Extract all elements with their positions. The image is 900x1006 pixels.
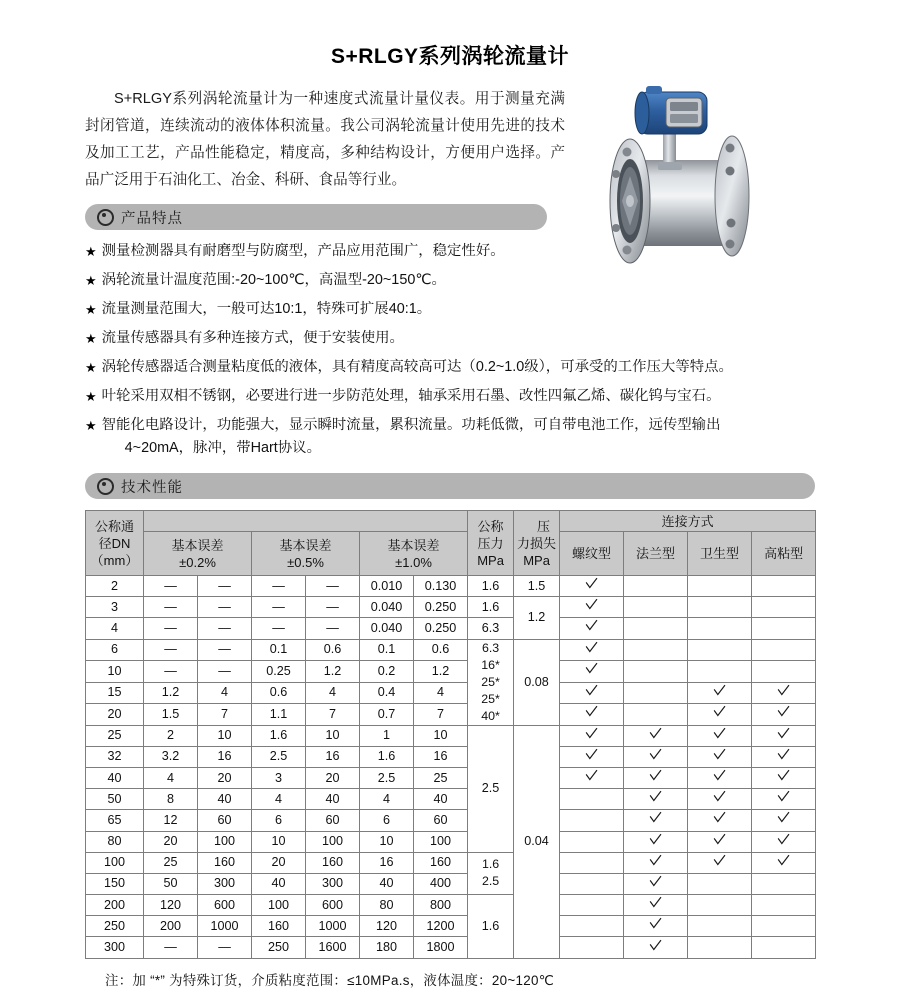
- cell-dn: 250: [86, 916, 144, 937]
- cell-conn-viscous: [752, 746, 816, 767]
- ring-icon: [97, 478, 114, 495]
- table-row: [86, 618, 816, 639]
- star-icon: ★: [85, 360, 97, 375]
- cell-error02-max: 300: [198, 873, 252, 894]
- table-row: [86, 789, 816, 810]
- cell-error05-min: —: [252, 597, 306, 618]
- feature-text-line1: 智能化电路设计，功能强大，显示瞬时流量，累积流量。功耗低微，可自带电池工作，远传型输出: [101, 417, 721, 433]
- cell-error10-max: 4: [414, 682, 468, 704]
- cell-conn-viscous: [752, 682, 816, 704]
- cell-conn-sanitary: [688, 916, 752, 937]
- cell-error05-min: 0.6: [252, 682, 306, 704]
- cell-error02-min: 1.2: [144, 682, 198, 704]
- feature-text: 涡轮流量计温度范围:-20~100℃，高温型-20~150℃。: [101, 272, 446, 288]
- cell-conn-thread: [560, 789, 624, 810]
- cell-conn-sanitary: [688, 704, 752, 726]
- cell-conn-viscous: [752, 597, 816, 618]
- feature-text: [102, 413, 815, 461]
- cell-error10-min: 0.010: [360, 576, 414, 597]
- intro-section: [85, 76, 815, 194]
- cell-error10-max: 0.250: [414, 618, 468, 639]
- cell-conn-thread: [560, 597, 624, 618]
- table-row: [86, 639, 816, 661]
- list-item: [85, 413, 815, 461]
- cell-error10-min: 0.7: [360, 704, 414, 726]
- cell-error02-max: 16: [198, 746, 252, 767]
- cell-error02-min: —: [144, 661, 198, 683]
- cell-error10-max: 10: [414, 725, 468, 746]
- cell-conn-thread: [560, 916, 624, 937]
- cell-nominal-pressure: 1.6: [468, 576, 514, 597]
- cell-error05-max: 60: [306, 810, 360, 831]
- cell-conn-viscous: [752, 704, 816, 726]
- cell-error05-min: 6: [252, 810, 306, 831]
- cell-dn: 40: [86, 767, 144, 788]
- cell-dn: 4: [86, 618, 144, 639]
- table-row: [86, 661, 816, 683]
- cell-error02-min: 4: [144, 767, 198, 788]
- table-row: [86, 852, 816, 873]
- col-header-dn: 公称通 径DN （mm）: [86, 511, 144, 576]
- table-row: [86, 704, 816, 726]
- table-row: [86, 873, 816, 894]
- feature-text: 流量测量范围大，一般可达10:1，特殊可扩展40:1。: [101, 301, 432, 317]
- cell-conn-viscous: [752, 639, 816, 661]
- cell-error10-min: 0.040: [360, 597, 414, 618]
- cell-error02-max: —: [198, 639, 252, 661]
- cell-error05-max: 1000: [306, 916, 360, 937]
- col-header-conn-sanitary: 卫生型: [688, 532, 752, 576]
- list-item: [85, 297, 815, 322]
- cell-error02-max: 600: [198, 895, 252, 916]
- cell-dn: 80: [86, 831, 144, 852]
- cell-error05-min: 3: [252, 767, 306, 788]
- cell-error10-max: 25: [414, 767, 468, 788]
- list-item: [85, 326, 815, 351]
- cell-conn-flange: [624, 831, 688, 852]
- cell-error10-min: 180: [360, 937, 414, 958]
- cell-conn-sanitary: [688, 895, 752, 916]
- cell-error10-min: 1.6: [360, 746, 414, 767]
- cell-conn-flange: [624, 937, 688, 958]
- cell-error05-max: —: [306, 597, 360, 618]
- feature-text: 叶轮采用双相不锈钢，必要进行进一步防范处理，轴承采用石墨、改性四氟乙烯、碳化钨与宝石。: [101, 388, 721, 404]
- cell-error05-min: 100: [252, 895, 306, 916]
- col-header-conn-thread: 螺纹型: [560, 532, 624, 576]
- cell-nominal-pressure: 6.3: [468, 618, 514, 639]
- cell-conn-viscous: [752, 831, 816, 852]
- cell-error10-max: 160: [414, 852, 468, 873]
- intro-paragraph: S+RLGY系列涡轮流量计为一种速度式流量计量仪表。用于测量充满封闭管道，连续流动的液体体积流量。我公司涡轮流量计使用先进的技术及加工工艺，产品性能稳定，精度高，多种结构设计，方便用户选择。产品广泛用于石油化工、冶金、科研、食品等行业。: [85, 91, 565, 188]
- cell-error02-max: 7: [198, 704, 252, 726]
- cell-conn-thread: [560, 704, 624, 726]
- cell-error05-min: 4: [252, 789, 306, 810]
- cell-error05-min: 10: [252, 831, 306, 852]
- cell-dn: 150: [86, 873, 144, 894]
- cell-error10-min: 2.5: [360, 767, 414, 788]
- cell-error10-max: 16: [414, 746, 468, 767]
- star-icon: ★: [85, 273, 97, 288]
- cell-dn: 20: [86, 704, 144, 726]
- cell-conn-sanitary: [688, 639, 752, 661]
- cell-error02-min: —: [144, 576, 198, 597]
- star-icon: ★: [85, 244, 97, 259]
- cell-conn-viscous: [752, 576, 816, 597]
- cell-error10-max: 7: [414, 704, 468, 726]
- cell-error02-min: 20: [144, 831, 198, 852]
- cell-dn: 2: [86, 576, 144, 597]
- cell-error02-max: —: [198, 597, 252, 618]
- cell-error02-min: 12: [144, 810, 198, 831]
- cell-dn: 10: [86, 661, 144, 683]
- cell-error10-min: 10: [360, 831, 414, 852]
- cell-dn: 3: [86, 597, 144, 618]
- cell-error10-max: 800: [414, 895, 468, 916]
- cell-error10-min: 6: [360, 810, 414, 831]
- cell-error10-max: 100: [414, 831, 468, 852]
- cell-conn-sanitary: [688, 618, 752, 639]
- cell-conn-thread: [560, 682, 624, 704]
- cell-error02-max: 1000: [198, 916, 252, 937]
- cell-conn-sanitary: [688, 937, 752, 958]
- cell-error10-max: 400: [414, 873, 468, 894]
- table-row: [86, 682, 816, 704]
- cell-conn-sanitary: [688, 597, 752, 618]
- cell-error05-min: 0.1: [252, 639, 306, 661]
- cell-error10-min: 1: [360, 725, 414, 746]
- table-row: [86, 576, 816, 597]
- table-footnote: 注：加 “*” 为特殊订货，介质粘度范围：≤10MPa.s，液体温度：20~120℃: [105, 972, 555, 988]
- cell-conn-sanitary: [688, 682, 752, 704]
- cell-conn-thread: [560, 873, 624, 894]
- cell-error02-min: 25: [144, 852, 198, 873]
- cell-conn-flange: [624, 810, 688, 831]
- cell-conn-viscous: [752, 810, 816, 831]
- cell-error05-max: 16: [306, 746, 360, 767]
- section-title-specs: 技术性能: [121, 479, 183, 496]
- table-row: [86, 831, 816, 852]
- cell-dn: 50: [86, 789, 144, 810]
- cell-conn-thread: [560, 746, 624, 767]
- table-header: [86, 511, 816, 576]
- cell-conn-thread: [560, 937, 624, 958]
- cell-conn-thread: [560, 725, 624, 746]
- cell-dn: 6: [86, 639, 144, 661]
- cell-error02-max: 10: [198, 725, 252, 746]
- cell-conn-viscous: [752, 937, 816, 958]
- section-header-specs: [85, 473, 815, 499]
- cell-error02-max: 20: [198, 767, 252, 788]
- star-icon: ★: [85, 418, 97, 433]
- col-header-error-group: [144, 511, 468, 532]
- cell-dn: 300: [86, 937, 144, 958]
- cell-error05-min: —: [252, 576, 306, 597]
- cell-error05-max: 10: [306, 725, 360, 746]
- list-item: [85, 384, 815, 409]
- cell-error05-max: 4: [306, 682, 360, 704]
- cell-conn-sanitary: [688, 661, 752, 683]
- cell-dn: 32: [86, 746, 144, 767]
- cell-error05-min: 160: [252, 916, 306, 937]
- cell-conn-sanitary: [688, 810, 752, 831]
- cell-error02-max: —: [198, 576, 252, 597]
- cell-error02-min: 1.5: [144, 704, 198, 726]
- cell-conn-thread: [560, 576, 624, 597]
- cell-conn-flange: [624, 746, 688, 767]
- table-row: [86, 746, 816, 767]
- ring-icon: [97, 209, 114, 226]
- cell-error05-max: 300: [306, 873, 360, 894]
- cell-nominal-pressure: 1.6: [468, 895, 514, 959]
- table-row: [86, 725, 816, 746]
- cell-conn-viscous: [752, 767, 816, 788]
- feature-text-line2: 4~20mA，脉冲，带Hart协议。: [124, 440, 321, 456]
- cell-error05-max: 100: [306, 831, 360, 852]
- cell-conn-flange: [624, 682, 688, 704]
- star-icon: ★: [85, 331, 97, 346]
- cell-error02-max: 60: [198, 810, 252, 831]
- cell-error10-min: 80: [360, 895, 414, 916]
- cell-error05-max: 600: [306, 895, 360, 916]
- table-body: [86, 576, 816, 959]
- cell-error02-min: 200: [144, 916, 198, 937]
- cell-conn-thread: [560, 661, 624, 683]
- cell-conn-sanitary: [688, 789, 752, 810]
- cell-error10-max: 40: [414, 789, 468, 810]
- cell-conn-flange: [624, 725, 688, 746]
- spec-table: [85, 510, 816, 959]
- cell-error02-min: —: [144, 937, 198, 958]
- cell-error05-max: 40: [306, 789, 360, 810]
- cell-error02-max: 100: [198, 831, 252, 852]
- cell-pressure-loss: 0.08: [514, 639, 560, 725]
- cell-error05-max: 7: [306, 704, 360, 726]
- table-row: [86, 916, 816, 937]
- cell-nominal-pressure: 6.3 16* 25* 25* 40*: [468, 639, 514, 725]
- cell-error02-min: —: [144, 639, 198, 661]
- col-header-error-10: 基本误差 ±1.0%: [360, 532, 468, 576]
- section-header-features: [85, 204, 547, 230]
- cell-dn: 100: [86, 852, 144, 873]
- cell-error02-max: —: [198, 618, 252, 639]
- cell-conn-flange: [624, 852, 688, 873]
- cell-error05-min: 20: [252, 852, 306, 873]
- cell-error02-min: 50: [144, 873, 198, 894]
- cell-error10-min: 0.2: [360, 661, 414, 683]
- cell-pressure-loss: 1.5: [514, 576, 560, 597]
- cell-error02-max: —: [198, 937, 252, 958]
- feature-text: 测量检测器具有耐磨型与防腐型，产品应用范围广，稳定性好。: [101, 243, 505, 259]
- cell-conn-sanitary: [688, 576, 752, 597]
- cell-conn-viscous: [752, 873, 816, 894]
- cell-conn-flange: [624, 916, 688, 937]
- cell-error05-max: —: [306, 576, 360, 597]
- star-icon: ★: [85, 389, 97, 404]
- cell-error05-min: 1.6: [252, 725, 306, 746]
- feature-text: 涡轮传感器适合测量粘度低的液体，具有精度高较高可达（0.2~1.0级），可承受的工作压大等特点。: [101, 359, 733, 375]
- cell-error05-max: 160: [306, 852, 360, 873]
- page-title: S+RLGY系列涡轮流量计: [330, 45, 570, 68]
- table-row: [86, 767, 816, 788]
- cell-error10-max: 0.6: [414, 639, 468, 661]
- star-icon: ★: [85, 302, 97, 317]
- cell-conn-flange: [624, 639, 688, 661]
- cell-error10-min: 0.1: [360, 639, 414, 661]
- cell-error10-min: 4: [360, 789, 414, 810]
- table-row: [86, 810, 816, 831]
- product-photo-turbine-flowmeter: [580, 76, 815, 291]
- cell-dn: 200: [86, 895, 144, 916]
- cell-dn: 15: [86, 682, 144, 704]
- cell-error10-max: 0.130: [414, 576, 468, 597]
- cell-dn: 65: [86, 810, 144, 831]
- cell-error02-min: —: [144, 597, 198, 618]
- feature-text: 流量传感器具有多种连接方式，便于安装使用。: [101, 330, 404, 346]
- cell-error05-max: 1600: [306, 937, 360, 958]
- cell-conn-sanitary: [688, 852, 752, 873]
- cell-conn-flange: [624, 618, 688, 639]
- cell-error05-min: 0.25: [252, 661, 306, 683]
- cell-conn-flange: [624, 576, 688, 597]
- cell-conn-thread: [560, 767, 624, 788]
- cell-conn-viscous: [752, 916, 816, 937]
- cell-pressure-loss: 0.04: [514, 725, 560, 958]
- cell-error10-max: 60: [414, 810, 468, 831]
- cell-conn-viscous: [752, 789, 816, 810]
- cell-conn-sanitary: [688, 873, 752, 894]
- cell-error05-min: 1.1: [252, 704, 306, 726]
- cell-conn-sanitary: [688, 746, 752, 767]
- cell-error05-max: 1.2: [306, 661, 360, 683]
- cell-conn-flange: [624, 895, 688, 916]
- col-header-conn-flange: 法兰型: [624, 532, 688, 576]
- cell-error02-min: 3.2: [144, 746, 198, 767]
- col-header-nominal-pressure: 公称 压力 MPa: [468, 511, 514, 576]
- table-row: [86, 937, 816, 958]
- cell-conn-thread: [560, 618, 624, 639]
- cell-nominal-pressure: 2.5: [468, 725, 514, 852]
- cell-conn-flange: [624, 661, 688, 683]
- cell-error10-min: 40: [360, 873, 414, 894]
- cell-error02-min: 8: [144, 789, 198, 810]
- cell-error02-max: 40: [198, 789, 252, 810]
- table-row: [86, 895, 816, 916]
- col-header-conn-viscous: 高粘型: [752, 532, 816, 576]
- cell-error10-max: 1200: [414, 916, 468, 937]
- cell-error05-min: 2.5: [252, 746, 306, 767]
- cell-error02-min: —: [144, 618, 198, 639]
- cell-conn-flange: [624, 704, 688, 726]
- cell-error05-max: —: [306, 618, 360, 639]
- list-item: [85, 355, 815, 380]
- section-title-features: 产品特点: [121, 210, 183, 227]
- cell-error10-max: 1800: [414, 937, 468, 958]
- cell-conn-sanitary: [688, 767, 752, 788]
- cell-error02-min: 2: [144, 725, 198, 746]
- cell-error02-max: 160: [198, 852, 252, 873]
- cell-conn-thread: [560, 831, 624, 852]
- cell-conn-viscous: [752, 618, 816, 639]
- cell-error02-min: 120: [144, 895, 198, 916]
- cell-conn-thread: [560, 639, 624, 661]
- cell-error10-min: 0.4: [360, 682, 414, 704]
- cell-error02-max: 4: [198, 682, 252, 704]
- cell-error10-min: 0.040: [360, 618, 414, 639]
- cell-error02-max: —: [198, 661, 252, 683]
- spec-table-container: [85, 510, 815, 959]
- cell-conn-viscous: [752, 895, 816, 916]
- cell-pressure-loss: 1.2: [514, 597, 560, 639]
- cell-nominal-pressure: 1.6 2.5: [468, 852, 514, 894]
- cell-conn-viscous: [752, 725, 816, 746]
- cell-conn-flange: [624, 597, 688, 618]
- cell-dn: 25: [86, 725, 144, 746]
- cell-nominal-pressure: 1.6: [468, 597, 514, 618]
- cell-error05-max: 20: [306, 767, 360, 788]
- col-header-error-02: 基本误差 ±0.2%: [144, 532, 252, 576]
- cell-error05-min: 250: [252, 937, 306, 958]
- cell-conn-viscous: [752, 661, 816, 683]
- cell-error05-min: —: [252, 618, 306, 639]
- cell-error10-min: 120: [360, 916, 414, 937]
- cell-error10-min: 16: [360, 852, 414, 873]
- cell-conn-thread: [560, 852, 624, 873]
- col-header-pressure-loss: 压 力损失 MPa: [514, 511, 560, 576]
- cell-conn-flange: [624, 873, 688, 894]
- table-row: [86, 597, 816, 618]
- cell-error05-min: 40: [252, 873, 306, 894]
- cell-conn-flange: [624, 767, 688, 788]
- col-header-connection-type: 连接方式: [560, 511, 816, 532]
- cell-conn-sanitary: [688, 725, 752, 746]
- cell-conn-flange: [624, 789, 688, 810]
- cell-conn-viscous: [752, 852, 816, 873]
- cell-conn-thread: [560, 895, 624, 916]
- col-header-error-05: 基本误差 ±0.5%: [252, 532, 360, 576]
- cell-conn-thread: [560, 810, 624, 831]
- cell-conn-sanitary: [688, 831, 752, 852]
- cell-error10-max: 1.2: [414, 661, 468, 683]
- cell-error05-max: 0.6: [306, 639, 360, 661]
- cell-error10-max: 0.250: [414, 597, 468, 618]
